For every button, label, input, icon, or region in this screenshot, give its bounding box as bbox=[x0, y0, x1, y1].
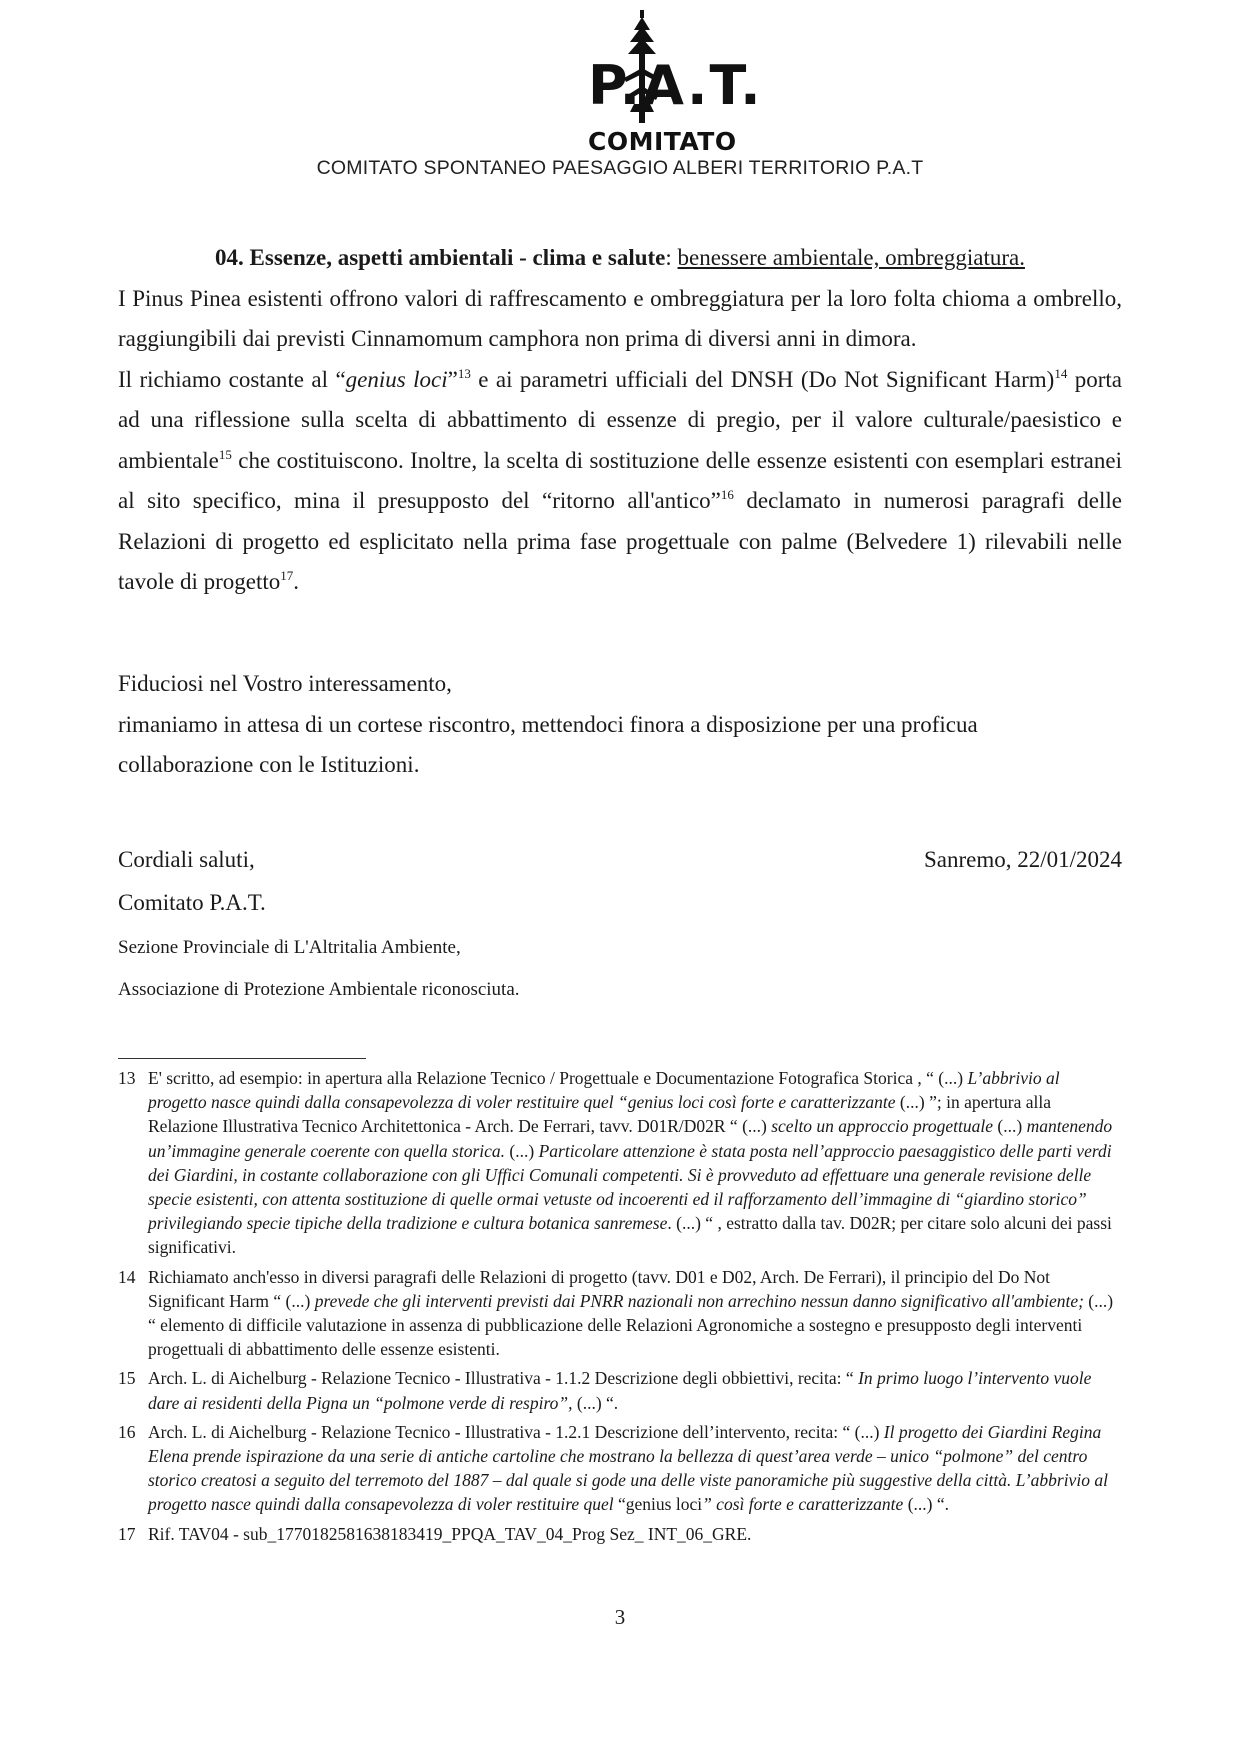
text-run: (...) bbox=[509, 1140, 539, 1161]
section-title-bold: 04. Essenze, aspetti ambientali - clima e salute bbox=[215, 245, 666, 270]
text-run-italic: L’abbrivio al progetto nasce quindi dalla consapevolezza di voler restituire quel “genius loci così forte e caratterizzante bbox=[148, 1068, 1060, 1113]
footnote-ref-17[interactable]: 17 bbox=[280, 568, 294, 583]
closing-line-2: rimaniamo in attesa di un cortese riscontro, mettendoci finora a disposizione per una proficua bbox=[118, 711, 978, 737]
text-run: e ai parametri ufficiali del DNSH (Do Not Significant Harm) bbox=[470, 366, 1055, 392]
paragraph-pinus: I Pinus Pinea esistenti offrono valori di raffrescamento e ombreggiatura per la loro folta chioma a ombrello, raggiungibili dai previsti Cinnamomum camphora non prima di diversi anni in dimora. bbox=[118, 285, 1122, 351]
text-run-italic: genius loci bbox=[345, 366, 448, 392]
section-title bbox=[118, 238, 1122, 279]
text-run-italic: Il progetto dei Giardini Regina Elena prende ispirazione da una serie di antiche cartoline che mostrano la bellezza di quest’area verde – unico “polmone” del centro storico creatosi a seguito del terremoto del 1887 – dal quale si gode una delle viste panoramiche più suggestive della città. L’abbrivio al progetto nasce quindi dalla consapevolezza di voler restituire quel bbox=[148, 1421, 1108, 1515]
pat-logo bbox=[588, 8, 763, 156]
text-run-italic: ” così forte e caratterizzante bbox=[702, 1494, 908, 1515]
footnote-13 bbox=[118, 1066, 1122, 1260]
closing-line-3: collaborazione con le Istituzioni. bbox=[118, 752, 420, 777]
text-run-italic: In primo luogo l’intervento vuole dare ai residenti della Pigna un “polmone verde di respiro”, bbox=[148, 1368, 1092, 1413]
text-run: Arch. L. di Aichelburg - Relazione Tecnico - Illustrativa - 1.1.2 Descrizione degli obbiettivi, recita: “ bbox=[148, 1368, 859, 1389]
text-run: declamato in numerosi paragrafi delle Relazioni di progetto ed esplicitato nella prima fase progettuale con palme (Belvedere 1) rilevabili nelle tavole di progetto bbox=[118, 488, 1122, 594]
footnote-number: 16 bbox=[118, 1421, 136, 1442]
text-run: Richiamato anch'esso in diversi paragrafi delle Relazioni di progetto (tavv. D01 e D02, Arch. De Ferrari), il principio del Do Not Significant Harm “ (...) bbox=[148, 1266, 1051, 1311]
section-title-separator: : bbox=[665, 245, 678, 270]
footnote-number: 14 bbox=[118, 1266, 136, 1287]
text-run: (...) ”; in apertura alla Relazione Illustrativa Tecnico Architettonica - Arch. De Ferrari, tavv. D01R/D02R “ (...) bbox=[148, 1092, 1052, 1137]
organization-name: COMITATO SPONTANEO PAESAGGIO ALBERI TERRITORIO P.A.T bbox=[316, 157, 924, 179]
text-run: . (...) “ , estratto dalla tav. D02R; per citare solo alcuni dei passi significativi. bbox=[148, 1213, 1112, 1258]
paragraph-genius-loci bbox=[118, 360, 1122, 603]
text-run: (...) “. bbox=[576, 1392, 619, 1413]
section-affiliation: Sezione Provinciale di L'Altritalia Ambiente, bbox=[118, 937, 461, 958]
footnote-separator bbox=[118, 1058, 366, 1059]
place-date: Sanremo, 22/01/2024 bbox=[923, 847, 1122, 872]
footnote-15 bbox=[118, 1366, 1122, 1414]
logo-letters: P.A.T. bbox=[588, 54, 763, 117]
footnote-16 bbox=[118, 1420, 1122, 1517]
committee-name: Comitato P.A.T. bbox=[118, 890, 266, 915]
section-title-underlined: benessere ambientale, ombreggiatura. bbox=[677, 245, 1025, 270]
footnote-ref-15[interactable]: 15 bbox=[218, 446, 232, 462]
greeting: Cordiali saluti, bbox=[118, 847, 255, 872]
footnotes bbox=[118, 1066, 1122, 1551]
text-run: porta ad una riflessione sulla scelta di abbattimento di essenze di pregio, per il valore culturale/paesistico e ambientale bbox=[118, 366, 1122, 473]
footnote-number: 15 bbox=[118, 1368, 136, 1389]
page-number: 3 bbox=[614, 1605, 626, 1629]
logo-word: COMITATO bbox=[588, 127, 737, 156]
footnote-number: 13 bbox=[118, 1068, 136, 1088]
footnote-ref-14[interactable]: 14 bbox=[1054, 365, 1068, 381]
association-status: Associazione di Protezione Ambientale riconosciuta. bbox=[118, 979, 520, 1000]
text-run: ” bbox=[447, 366, 458, 392]
closing-block bbox=[118, 664, 1122, 786]
text-run: . bbox=[293, 569, 299, 594]
footnote-ref-13[interactable]: 13 bbox=[457, 365, 471, 381]
footnote-14 bbox=[118, 1265, 1122, 1362]
text-run-italic: scelto un approccio progettuale bbox=[771, 1116, 998, 1137]
footnote-ref-16[interactable]: 16 bbox=[720, 487, 734, 502]
text-run: (...) bbox=[997, 1116, 1027, 1137]
text-run: Il richiamo costante al “ bbox=[118, 366, 346, 392]
text-run-italic: prevede che gli interventi previsti dai PNRR nazionali non arrechino nessun danno significativo all'ambiente; bbox=[314, 1290, 1089, 1311]
text-run: (...) “. bbox=[907, 1494, 949, 1515]
text-run: (...) “ elemento di difficile valutazione in assenza di pubblicazione delle Relazioni Agronomiche a sostegno e presupposto degli interventi progettuali di abbattimento delle essenze esistenti. bbox=[148, 1290, 1114, 1360]
text-run: Rif. TAV04 - sub_1770182581638183419_PPQA_TAV_04_Prog Sez_ INT_06_GRE. bbox=[148, 1523, 752, 1544]
text-run-italic: Particolare attenzione è stata posta nell’approccio paesaggistico delle parti verdi dei Giardini, in costante collaborazione con gli Uffici Comunali competenti. Si è provveduto ad effettuare una generale revisione delle specie esistenti, con attenta sostituzione di quelle ormai vetuste od incoerenti ed il rafforzamento dell’immagine di “giardino storico” privilegiando specie tipiche della tradizione e cultura botanica sanremese bbox=[148, 1140, 1112, 1234]
footnote-number: 17 bbox=[118, 1523, 136, 1544]
text-run: “genius loci bbox=[618, 1494, 703, 1515]
closing-line-1: Fiduciosi nel Vostro interessamento, bbox=[118, 671, 452, 696]
text-run-italic: mantenendo un’immagine generale coerente con quella storica. bbox=[148, 1116, 1113, 1161]
text-run: Arch. L. di Aichelburg - Relazione Tecnico - Illustrativa - 1.2.1 Descrizione dell’intervento, recita: “ (...) bbox=[148, 1421, 884, 1442]
text-run: E' scritto, ad esempio: in apertura alla Relazione Tecnico / Progettuale e Documentazione Fotografica Storica , “ (...) bbox=[148, 1068, 968, 1088]
text-run: che costituiscono. Inoltre, la scelta di sostituzione delle essenze esistenti con esemplari estranei al sito specifico, mina il presupposto del “ritorno all'antico” bbox=[118, 447, 1122, 513]
footnote-17 bbox=[118, 1522, 1122, 1546]
main-text bbox=[118, 238, 1122, 603]
